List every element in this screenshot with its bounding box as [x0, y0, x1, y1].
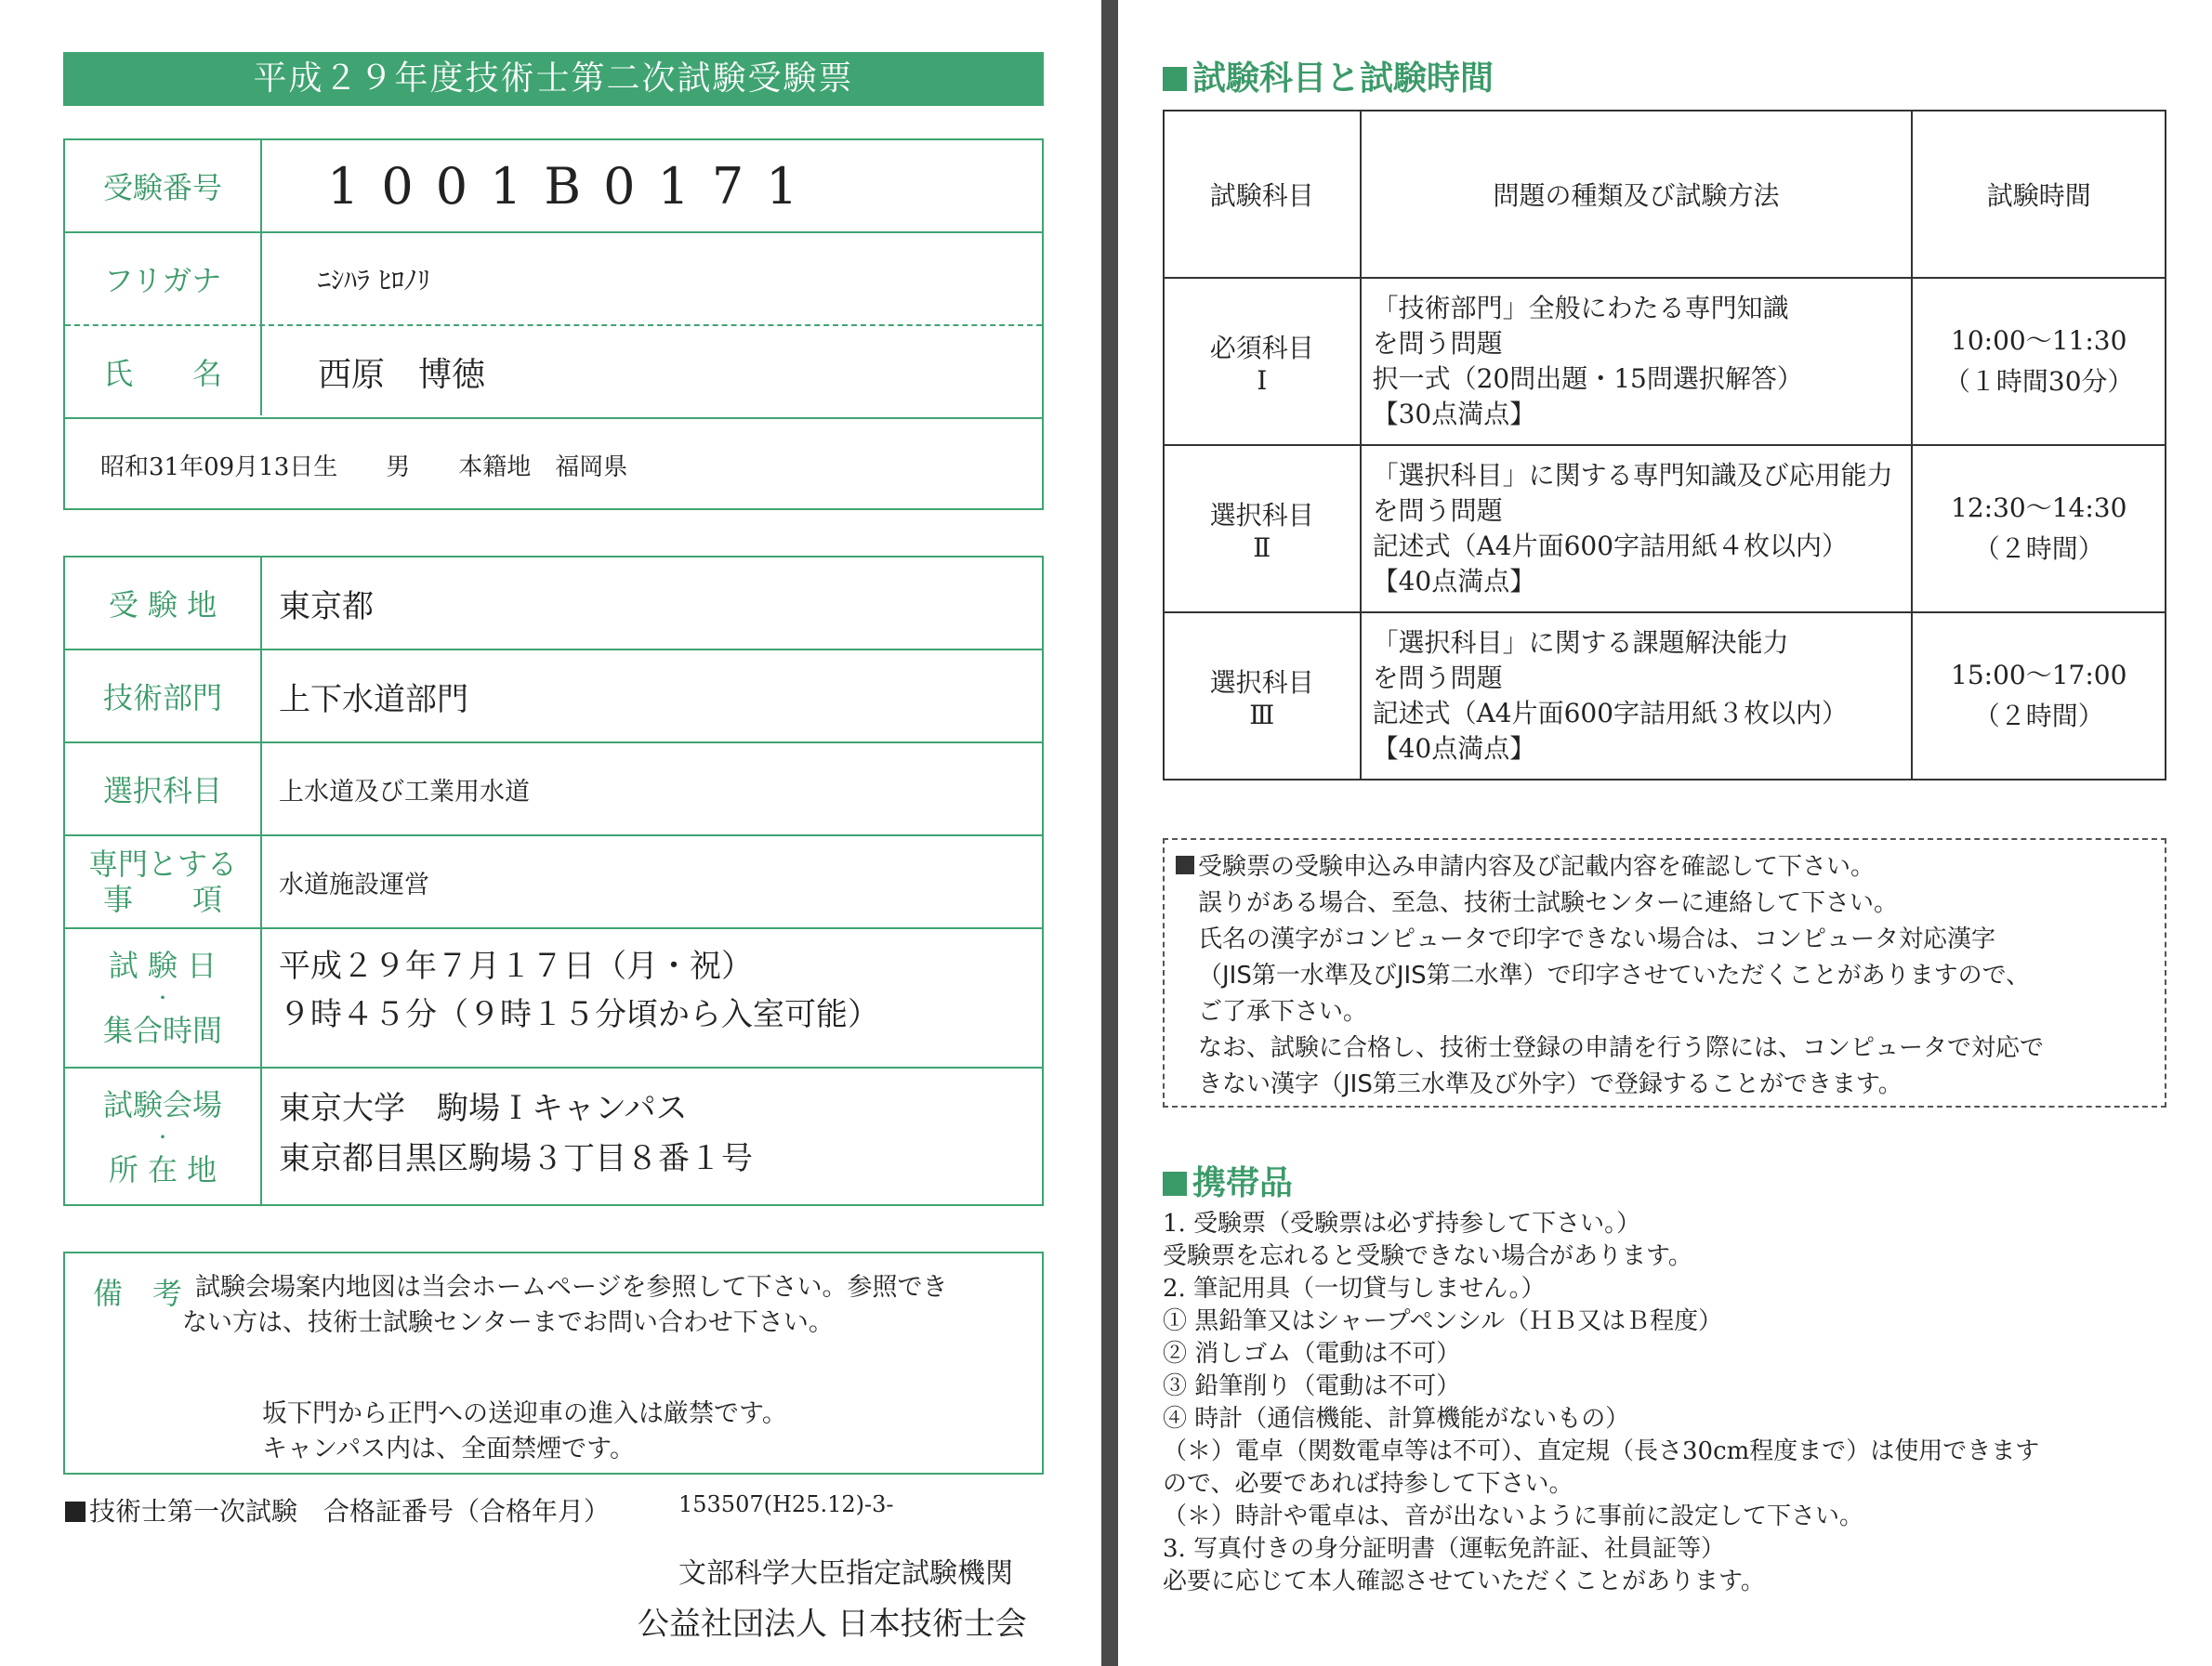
date-line-1: 平成２９年７月１７日（月・祝）: [279, 948, 753, 985]
date-label: [65, 929, 260, 1067]
list-item: （＊）時計や電卓は、音が出ないように事前に設定して下さい。: [1163, 1502, 1864, 1530]
venue-value: [262, 1069, 1042, 1206]
remarks-line-1: 試験会場案内地図は当会ホームページを参照して下さい。参照でき: [195, 1273, 948, 1302]
specialty-label-line-2: 事 項: [102, 882, 222, 917]
notice-line-5: ご了承下さい。: [1198, 998, 1368, 1026]
row2-duration: （２時間）: [1973, 533, 2104, 564]
name-label: 氏 名: [102, 356, 222, 391]
items-list: [1163, 1208, 2185, 1598]
row3-duration: （２時間）: [1973, 701, 2104, 731]
notice-line-2: 誤りがある場合、至急、技術士試験センターに連絡して下さい。: [1198, 889, 1898, 917]
list-item: ② 消しゴム（電動は不可）: [1163, 1340, 1461, 1368]
row2-subject: 選択科目: [1209, 499, 1314, 531]
row1-numeral: Ⅰ: [1257, 364, 1268, 396]
first-exam-number: 153507(H25.12)-3-: [678, 1491, 894, 1517]
venue-line-2: 東京都目黒区駒場３丁目８番１号: [279, 1140, 753, 1177]
ticket-title: 平成２９年度技術士第二次試験受験票: [63, 52, 1044, 106]
birth-line: 昭和31年09月13日生 男 本籍地 福岡県: [100, 453, 628, 481]
remarks-text: [182, 1270, 1033, 1467]
schedule-table: [1163, 110, 2166, 781]
row3-method-3: 記述式（A4片面600字詰用紙３枚以内）: [1372, 698, 1849, 728]
list-item: （＊）電卓（関数電卓等は不可）、直定規（長さ30cm程度まで）は使用できます: [1163, 1437, 2040, 1465]
instructions-page: [1118, 0, 2212, 1666]
row1-method-1: 「技術部門」全般にわたる専門知識: [1372, 293, 1789, 323]
venue-label-dot: ・: [153, 1126, 172, 1148]
row3-method-2: を問う問題: [1372, 662, 1503, 693]
subject-label: 選択科目: [102, 773, 222, 808]
binding-gutter: [1101, 0, 1118, 1666]
exam-details-box: [63, 556, 1044, 1206]
header-subject: 試験科目: [1164, 111, 1361, 278]
list-item: 必要に応じて本人確認させていただくことがあります。: [1163, 1568, 1765, 1595]
venue-line-1: 東京大学 駒場Ｉキャンパス: [279, 1090, 688, 1127]
row1-subject: 必須科目: [1209, 332, 1314, 363]
list-item: ④ 時計（通信機能、計算機能がないもの）: [1163, 1405, 1630, 1433]
remarks-line-3: 坂下門から正門への送迎車の進入は厳禁です。: [262, 1399, 787, 1428]
header-time: 試験時間: [1912, 111, 2166, 278]
date-label-dot: ・: [153, 987, 172, 1009]
place-label: 受 験 地: [108, 587, 217, 623]
row3-method-4: 【40点満点】: [1372, 733, 1536, 764]
remarks-line-4: キャンパス内は、全面禁煙です。: [262, 1435, 635, 1463]
venue-label-line-1: 試験会場: [102, 1087, 222, 1122]
notice-line-4: （JIS第一水準及びJIS第二水準）で印字させていただくことがありますので、: [1198, 962, 2031, 990]
notice-line-3: 氏名の漢字がコンピュータで印字できない場合は、コンピュータ対応漢字: [1198, 925, 1996, 953]
row2-method-4: 【40点満点】: [1372, 566, 1536, 597]
list-item: 1. 受験票（受験票は必ず持参して下さい。）: [1163, 1210, 1641, 1238]
furigana-value: ﾆｼﾊﾗ ﾋﾛﾉﾘ: [318, 265, 430, 295]
venue-label: [65, 1069, 260, 1206]
table-header-row: [1164, 111, 2166, 278]
square-bullet-icon: [1163, 67, 1187, 91]
notice-line-1: 受験票の受験申込み申請内容及び記載内容を確認して下さい。: [1198, 853, 1876, 881]
org-line-1: 文部科学大臣指定試験機関: [678, 1557, 1013, 1590]
specialty-label: [65, 836, 260, 927]
schedule-heading: [1163, 52, 1494, 99]
list-item: ③ 鉛筆削り（電動は不可）: [1163, 1372, 1461, 1400]
row3-numeral: Ⅲ: [1249, 699, 1275, 730]
row1-time: 10:00～11:30: [1951, 325, 2127, 356]
subject-value: 上水道及び工業用水道: [279, 777, 530, 807]
exam-ticket-page: [0, 0, 1101, 1666]
header-method: 問題の種類及び試験方法: [1361, 111, 1913, 278]
specialty-value: 水道施設運営: [279, 870, 429, 899]
exam-number: 1001B0171: [327, 156, 821, 216]
items-heading: [1163, 1157, 1293, 1204]
row2-numeral: Ⅱ: [1253, 531, 1271, 563]
row2-method-3: 記述式（A4片面600字詰用紙４枚以内）: [1372, 531, 1849, 561]
exam-number-label: 受験番号: [102, 170, 222, 205]
square-bullet-icon: [1176, 856, 1194, 874]
table-row: [1164, 612, 2166, 780]
row1-method-2: を問う問題: [1372, 328, 1503, 359]
notice-box: [1163, 838, 2166, 1108]
org-line-2: 公益社団法人 日本技術士会: [638, 1606, 1027, 1643]
specialty-label-line-1: 専門とする: [87, 846, 237, 882]
identity-box: [63, 138, 1044, 510]
date-label-line-1: 試 験 日: [108, 948, 217, 983]
list-item: ① 黒鉛筆又はシャープペンシル（ＨＢ又はＢ程度）: [1163, 1307, 1723, 1335]
remarks-label: 備 考: [93, 1276, 183, 1311]
date-line-2: ９時４５分（９時１５分頃から入室可能）: [279, 996, 879, 1033]
items-title: 携帯品: [1192, 1164, 1294, 1202]
row2-method-2: を問う問題: [1372, 495, 1503, 526]
dept-value: 上下水道部門: [279, 680, 468, 718]
table-row: [1164, 278, 2166, 445]
first-exam-line: [65, 1491, 610, 1528]
remarks-line-2: ない方は、技術士試験センターまでお問い合わせ下さい。: [182, 1308, 834, 1337]
square-bullet-icon: [1163, 1172, 1187, 1196]
date-value: [262, 929, 1042, 1067]
square-bullet-icon: [65, 1502, 86, 1522]
row3-time: 15:00～17:00: [1951, 660, 2127, 690]
remarks-box: [63, 1252, 1044, 1475]
first-exam-label: 技術士第一次試験 合格証番号（合格年月）: [89, 1496, 611, 1527]
list-item: 3. 写真付きの身分証明書（運転免許証、社員証等）: [1163, 1535, 1726, 1563]
row1-method-4: 【30点満点】: [1372, 399, 1536, 429]
notice-line-6: なお、試験に合格し、技術士登録の申請を行う際には、コンピュータで対応で: [1198, 1034, 2045, 1062]
dept-label: 技術部門: [102, 680, 222, 715]
name-value: 西原 博徳: [318, 355, 486, 394]
list-item: 2. 筆記用具（一切貸与しません。）: [1163, 1275, 1546, 1303]
furigana-label: フリガナ: [103, 263, 222, 298]
venue-label-line-2: 所 在 地: [108, 1152, 217, 1187]
schedule-title: 試験科目と試験時間: [1192, 59, 1494, 98]
row2-method-1: 「選択科目」に関する専門知識及び応用能力: [1372, 460, 1893, 491]
notice-line-7: きない漢字（JIS第三水準及び外字）で登録することができます。: [1198, 1070, 1903, 1098]
row1-duration: （１時間30分）: [1943, 366, 2134, 397]
row1-method-3: 択一式（20問出題・15問選択解答）: [1372, 363, 1803, 394]
date-label-line-2: 集合時間: [102, 1013, 222, 1048]
table-row: [1164, 445, 2166, 612]
list-item: 受験票を忘れると受験できない場合があります。: [1163, 1242, 1692, 1270]
place-value: 東京都: [279, 587, 374, 625]
row3-method-1: 「選択科目」に関する課題解決能力: [1372, 627, 1789, 658]
list-item: ので、必要であれば持参して下さい。: [1163, 1470, 1573, 1498]
row3-subject: 選択科目: [1209, 666, 1314, 698]
row2-time: 12:30～14:30: [1951, 492, 2127, 523]
